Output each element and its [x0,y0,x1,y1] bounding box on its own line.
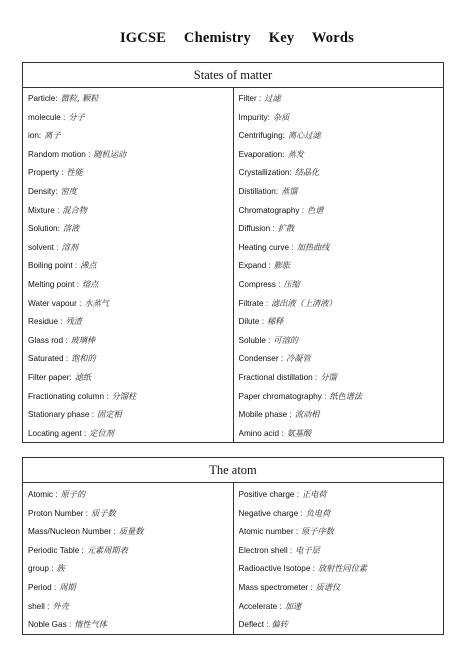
term-row [239,597,444,616]
term-row [28,485,233,504]
term-english: Accelerate : [238,601,282,611]
term-row [239,387,444,406]
term-english: Fractional distillation : [238,372,318,382]
term-english: Atomic number : [238,527,299,537]
term-row [239,368,444,387]
term-chinese: 加速 [284,600,302,611]
term-chinese: 色谱 [307,204,324,215]
term-chinese: 冷凝管 [286,353,311,364]
term-english: Density: [28,186,58,196]
term-row [28,597,233,616]
term-chinese: 原子的 [60,489,86,499]
term-row [28,145,233,164]
term-list-right [234,483,444,634]
term-english: Glass rod : [28,335,68,345]
term-row [28,238,233,257]
term-english: Mass/Nucleon Number : [28,527,116,537]
term-english: Filter : [238,94,262,103]
term-english: Paper chromatography : [238,391,327,401]
term-row [28,331,233,350]
term-chinese: 固定相 [97,409,122,420]
term-chinese: 元素周期表 [86,544,128,555]
term-chinese: 周期 [59,581,76,592]
term-chinese: 离子 [44,130,61,141]
term-english: Melting point : [28,279,79,289]
term-row [28,275,233,294]
term-row [28,256,233,275]
term-row [239,201,444,220]
term-english: Mixture : [28,205,60,215]
term-row [28,126,233,145]
term-row [239,275,444,294]
term-english: Property : [28,168,64,178]
term-english: Radioactive Isotope : [238,564,315,574]
section-heading: States of matter [23,63,444,88]
term-row [239,238,444,257]
term-english: Water vapour : [28,298,82,308]
term-row [28,405,233,424]
term-chinese: 沸点 [80,260,97,271]
term-chinese: 负电荷 [305,507,331,518]
section-the-atom [22,457,444,635]
term-row [28,294,233,313]
term-chinese: 分子 [68,111,85,122]
term-row [28,387,233,406]
term-row [28,89,233,108]
term-chinese: 质子数 [91,507,116,518]
term-english: Positive charge : [238,490,300,499]
term-row [239,405,444,424]
term-chinese: 密度 [60,185,77,196]
term-chinese: 正电荷 [302,489,327,499]
term-english: Boiling point : [28,261,78,271]
term-row [239,504,444,523]
term-chinese: 惰性气体 [74,619,107,630]
term-chinese: 溶剂 [61,241,78,252]
term-row [239,559,444,578]
term-chinese: 电子层 [295,544,320,555]
term-english: Mobile phase : [238,410,292,420]
term-chinese: 原子序数 [301,526,334,537]
term-chinese: 水蒸气 [84,297,109,308]
term-chinese: 质谱仪 [315,581,341,592]
term-english: Amino acid : [238,428,284,438]
term-chinese: 扩散 [277,223,295,234]
term-row [28,312,233,331]
term-english: Stationary phase : [28,410,94,420]
term-english: Impurity: [238,112,270,122]
term-row [239,89,444,108]
term-row [239,256,444,275]
term-chinese: 蒸发 [287,148,304,159]
term-row [28,349,233,368]
term-chinese: 族 [56,563,65,574]
term-english: Locating agent : [28,428,87,438]
term-chinese: 分馏柱 [111,390,137,401]
term-english: Mass spectrometer : [238,582,313,592]
term-english: Evaporation: [238,149,285,159]
term-chinese: 玻璃棒 [70,334,96,345]
term-english: Filtrate : [238,298,269,308]
section-heading: The atom [23,458,444,483]
term-chinese: 杂质 [272,111,290,122]
term-english: Period : [28,582,57,592]
term-chinese: 偏转 [271,619,288,630]
term-chinese: 外壳 [52,600,69,611]
right-column [233,483,444,635]
term-english: Proton Number : [28,508,89,518]
term-row [239,349,444,368]
term-chinese: 可溶的 [273,334,298,345]
term-chinese: 蒸馏 [281,185,298,196]
document-title: IGCSE Chemistry Key Words [119,30,355,46]
term-english: Distillation: [238,186,279,196]
term-english: Diffusion : [238,224,275,234]
term-chinese: 压缩 [283,278,300,289]
term-row [28,201,233,220]
term-row [28,541,233,560]
term-english: Noble Gas : [28,620,72,630]
term-english: Deflect : [238,620,269,630]
term-chinese: 溶液 [62,223,80,234]
left-column [23,483,234,635]
term-row [28,522,233,541]
term-chinese: 氨基酸 [286,427,312,438]
term-chinese: 定位剂 [89,427,114,438]
term-english: Negative charge : [238,508,303,518]
term-list-left [23,88,233,442]
term-english: Filter paper: [28,372,72,382]
term-chinese: 流动相 [294,409,320,420]
right-column [233,88,444,443]
term-row [239,219,444,238]
term-row [28,368,233,387]
term-english: Electron shell : [238,545,293,555]
term-chinese: 离心过滤 [287,130,321,141]
term-chinese: 过滤 [264,93,281,103]
term-row [28,615,233,634]
term-row [239,312,444,331]
term-english: Crystallization: [238,168,292,178]
term-list-right [234,88,444,442]
term-chinese: 纸色谱法 [329,390,363,401]
term-row [239,522,444,541]
term-english: Residue : [28,317,63,327]
term-english: Compress : [238,279,281,289]
term-row [28,108,233,127]
left-column [23,88,234,443]
term-chinese: 质量数 [118,526,144,537]
term-english: Atomic : [28,490,58,499]
term-english: Saturated : [28,354,69,364]
term-row [239,331,444,350]
term-english: Particle: [28,94,58,103]
term-row [239,578,444,597]
term-english: group : [28,564,54,574]
term-english: Expand : [238,261,271,271]
term-english: Centrifuging: [238,131,285,141]
term-chinese: 残渣 [65,316,82,327]
term-row [239,182,444,201]
term-chinese: 饱和的 [71,353,96,364]
term-english: ion: [28,131,42,141]
term-chinese: 分馏 [320,371,337,382]
term-chinese: 滤纸 [74,371,92,382]
term-row [28,424,233,443]
term-english: molecule : [28,112,66,122]
term-row [28,182,233,201]
term-chinese: 混合物 [62,204,87,215]
term-english: Heating curve : [238,242,294,252]
term-row [28,219,233,238]
term-chinese: 加热曲线 [296,241,330,252]
term-chinese: 滤出液（上清液） [271,297,337,308]
term-list-left [23,483,233,634]
term-english: Periodic Table : [28,545,84,555]
term-chinese: 结晶化 [294,167,320,178]
term-english: shell : [28,601,50,611]
term-row [239,485,444,504]
term-row [239,424,444,443]
term-english: Fractionating column : [28,391,109,401]
term-english: solvent : [28,242,59,252]
section-states-of-matter [22,62,444,443]
term-english: Condenser : [238,354,284,364]
term-row [239,163,444,182]
term-english: Dilute : [238,317,264,327]
term-chinese: 性能 [66,167,83,178]
term-row [239,126,444,145]
term-row [239,294,444,313]
term-chinese: 放射性同位素 [317,563,368,574]
term-chinese: 稀释 [266,316,284,327]
term-row [239,108,444,127]
term-chinese: 微粒, 颗粒 [60,93,99,103]
term-english: Soluble : [238,335,271,345]
term-chinese: 熔点 [81,278,99,289]
term-english: Solution: [28,224,60,234]
term-row [28,578,233,597]
term-row [28,559,233,578]
term-row [239,541,444,560]
term-row [239,145,444,164]
term-english: Random motion : [28,149,91,159]
term-chinese: 膨胀 [273,260,291,271]
term-chinese: 随机运动 [93,148,127,159]
term-row [28,504,233,523]
term-english: Chromatography : [238,205,305,215]
term-row [239,615,444,634]
term-row [28,163,233,182]
